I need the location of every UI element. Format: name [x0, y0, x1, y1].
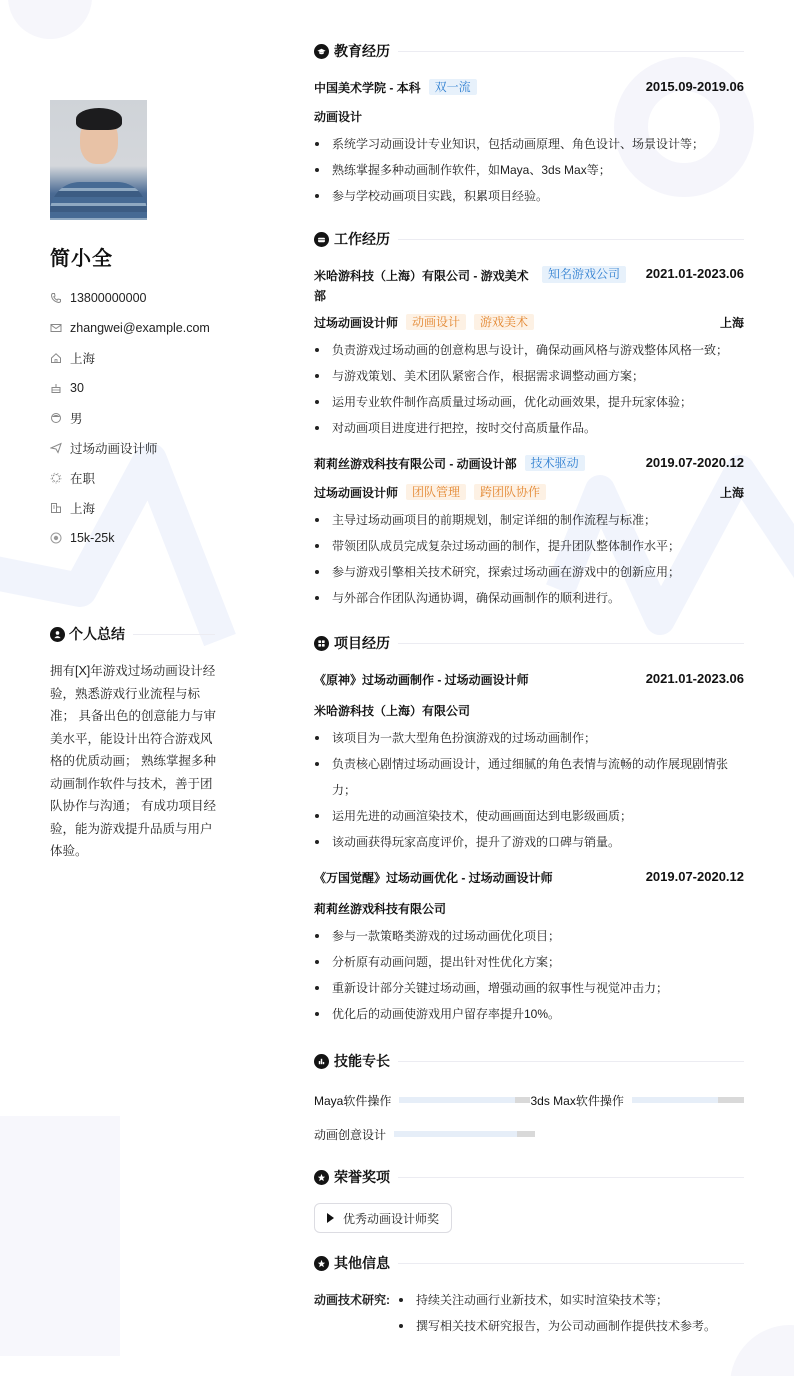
work-location: 上海 [719, 486, 744, 500]
work-title: 工作经历 [334, 231, 390, 247]
skill-label: 动画创意设计 [314, 1127, 387, 1142]
bullet-item: 运用专业软件制作高质量过场动画，优化动画效果，提升玩家体验； [314, 389, 744, 415]
award-label: 优秀动画设计师奖 [343, 1211, 440, 1226]
skill-item [530, 1092, 744, 1109]
other-bullets [398, 1287, 716, 1339]
company-tag: 知名游戏公司 [542, 266, 626, 283]
divider [398, 1263, 744, 1264]
company-name: 米哈游科技（上海）有限公司 - 游戏美术部 [314, 269, 529, 303]
awards-title: 荣誉奖项 [334, 1169, 390, 1185]
divider [398, 51, 744, 52]
work-item [314, 455, 744, 611]
bullet-item: 对动画项目进度进行把控，按时交付高质量作品。 [314, 415, 744, 441]
company-tag: 技术驱动 [525, 455, 585, 471]
project-company: 莉莉丝游戏科技有限公司 [314, 902, 447, 916]
gender-icon [50, 412, 62, 424]
divider [398, 239, 744, 240]
skills-title: 技能专长 [334, 1053, 390, 1069]
decoration-circle [8, 0, 92, 39]
other-label: 动画技术研究: [314, 1293, 390, 1307]
work-bullets [314, 337, 744, 441]
mail-icon [50, 322, 62, 334]
divider [398, 1177, 744, 1178]
education-item [314, 79, 744, 209]
work-date: 2021.01-2023.06 [645, 266, 744, 281]
bullet-item: 负责核心剧情过场动画设计，通过细腻的角色表情与流畅的动作展现剧情张力； [314, 751, 744, 803]
project-bullets [314, 923, 744, 1027]
education-title: 教育经历 [334, 43, 390, 59]
bar-chart-icon [314, 1054, 329, 1069]
bullet-item: 系统学习动画设计专业知识，包括动画原理、角色设计、场景设计等； [314, 131, 744, 157]
bullet-item: 熟练掌握多种动画制作软件，如Maya、3ds Max等； [314, 157, 744, 183]
award-icon [314, 1170, 329, 1185]
project-date: 2019.07-2020.12 [645, 869, 744, 884]
salary-icon [50, 532, 62, 544]
work-section-header [314, 229, 744, 249]
skill-bar [399, 1097, 530, 1103]
bullet-item: 主导过场动画项目的前期规划，制定详细的制作流程与标准； [314, 507, 744, 533]
info-email [50, 313, 220, 343]
profile-name: 简小全 [50, 248, 113, 270]
work-location: 上海 [719, 316, 744, 330]
award-item[interactable] [314, 1203, 452, 1233]
skill-item [314, 1126, 535, 1143]
info-home [50, 343, 220, 373]
skills-list [314, 1083, 744, 1151]
bullet-item: 该动画获得玩家高度评价，提升了游戏的口碑与销量。 [314, 829, 744, 855]
education-date: 2015.09-2019.06 [645, 79, 744, 94]
bullet-item: 与外部合作团队沟通协调，确保动画制作的顺利进行。 [314, 585, 744, 611]
project-company: 米哈游科技（上海）有限公司 [314, 704, 471, 718]
project-name: 《原神》过场动画制作 - 过场动画设计师 [314, 673, 529, 687]
info-age [50, 373, 220, 403]
skills-section-header [314, 1051, 744, 1071]
awards-section-header [314, 1167, 744, 1187]
skill-item [314, 1092, 530, 1109]
project-item [314, 671, 744, 855]
role-tag: 团队管理 [406, 484, 466, 500]
summary-section-header [50, 624, 215, 644]
work-bullets [314, 507, 744, 611]
email-value: zhangwei@example.com [70, 321, 210, 335]
role-tag: 动画设计 [406, 314, 466, 330]
phone-icon [50, 292, 62, 304]
phone-value: 13800000000 [70, 291, 147, 305]
company-name: 莉莉丝游戏科技有限公司 - 动画设计部 [314, 457, 517, 471]
bullet-item: 与游戏策划、美术团队紧密合作，根据需求调整动画方案； [314, 363, 744, 389]
school-name: 中国美术学院 - 本科 [314, 81, 421, 95]
project-item [314, 869, 744, 1027]
info-gender [50, 403, 220, 433]
contact-info [50, 283, 220, 553]
info-city [50, 493, 220, 523]
role-tag: 游戏美术 [474, 314, 534, 330]
user-icon [50, 627, 65, 642]
bullet-item: 分析原有动画问题，提出针对性优化方案； [314, 949, 744, 975]
education-bullets [314, 131, 744, 209]
status-value: 在职 [70, 472, 96, 486]
info-status [50, 463, 220, 493]
skill-label: 3ds Max软件操作 [530, 1093, 624, 1108]
job-role: 过场动画设计师 [314, 486, 399, 500]
bullet-item: 该项目为一款大型角色扮演游戏的过场动画制作； [314, 725, 744, 751]
other-section-header [314, 1253, 744, 1273]
send-icon [50, 442, 62, 454]
skill-bar [632, 1097, 744, 1103]
salary-value: 15k-25k [70, 531, 115, 545]
bullet-item: 运用先进的动画渲染技术，使动画画面达到电影级画质； [314, 803, 744, 829]
project-name: 《万国觉醒》过场动画优化 - 过场动画设计师 [314, 871, 553, 885]
school-tag: 双一流 [429, 79, 477, 95]
other-title: 其他信息 [334, 1255, 390, 1271]
cake-icon [50, 382, 62, 394]
building-icon [50, 502, 62, 514]
divider [398, 643, 744, 644]
bullet-item: 参与游戏引擎相关技术研究，探索过场动画在游戏中的创新应用； [314, 559, 744, 585]
info-salary [50, 523, 220, 553]
divider [133, 634, 215, 635]
bullet-item: 撰写相关技术研究报告，为公司动画制作提供技术参考。 [398, 1313, 716, 1339]
info-job [50, 433, 220, 463]
avatar [50, 100, 147, 220]
job-value: 过场动画设计师 [70, 442, 158, 456]
bullet-item: 优化后的动画使游戏用户留存率提升10%。 [314, 1001, 744, 1027]
graduation-cap-icon [314, 44, 329, 59]
bullet-item: 参与学校动画项目实践，积累项目经验。 [314, 183, 744, 209]
grid-icon [314, 636, 329, 651]
work-item [314, 266, 744, 441]
major: 动画设计 [314, 110, 363, 124]
work-date: 2019.07-2020.12 [645, 455, 744, 470]
summary-title: 个人总结 [69, 626, 125, 642]
summary-text: 拥有[X]年游戏过场动画设计经验，熟悉游戏行业流程与标准； 具备出色的创意能力与审美水平，能设计出符合游戏风格的优质动画； 熟练掌握多种动画制作软件与技术，善于团队协作与沟通； 有成功项目经验，能为游戏提升品质与用户体验。 [50, 664, 216, 858]
home-icon [50, 352, 62, 364]
main-content [314, 41, 744, 1339]
briefcase-icon [314, 232, 329, 247]
home-value: 上海 [70, 352, 96, 366]
job-role: 过场动画设计师 [314, 316, 399, 330]
info-icon [314, 1256, 329, 1271]
skill-label: Maya软件操作 [314, 1093, 392, 1108]
city-value: 上海 [70, 502, 96, 516]
info-phone [50, 283, 220, 313]
status-icon [50, 472, 62, 484]
divider [398, 1061, 744, 1062]
role-tag: 跨团队协作 [474, 484, 546, 500]
projects-title: 项目经历 [334, 635, 390, 651]
bullet-item: 参与一款策略类游戏的过场动画优化项目； [314, 923, 744, 949]
play-icon [327, 1213, 334, 1223]
other-info [314, 1287, 744, 1339]
project-bullets [314, 725, 744, 855]
education-section-header [314, 41, 744, 61]
bullet-item: 负责游戏过场动画的创意构思与设计，确保动画风格与游戏整体风格一致； [314, 337, 744, 363]
age-value: 30 [70, 381, 84, 395]
bullet-item: 带领团队成员完成复杂过场动画的制作，提升团队整体制作水平； [314, 533, 744, 559]
project-date: 2021.01-2023.06 [645, 671, 744, 686]
bullet-item: 持续关注动画行业新技术，如实时渲染技术等； [398, 1287, 716, 1313]
profile-sidebar [50, 100, 220, 553]
projects-section-header [314, 633, 744, 653]
skill-bar [394, 1131, 535, 1137]
gender-value: 男 [70, 412, 83, 426]
decoration-rect [0, 1116, 120, 1356]
bullet-item: 重新设计部分关键过场动画，增强动画的叙事性与视觉冲击力； [314, 975, 744, 1001]
